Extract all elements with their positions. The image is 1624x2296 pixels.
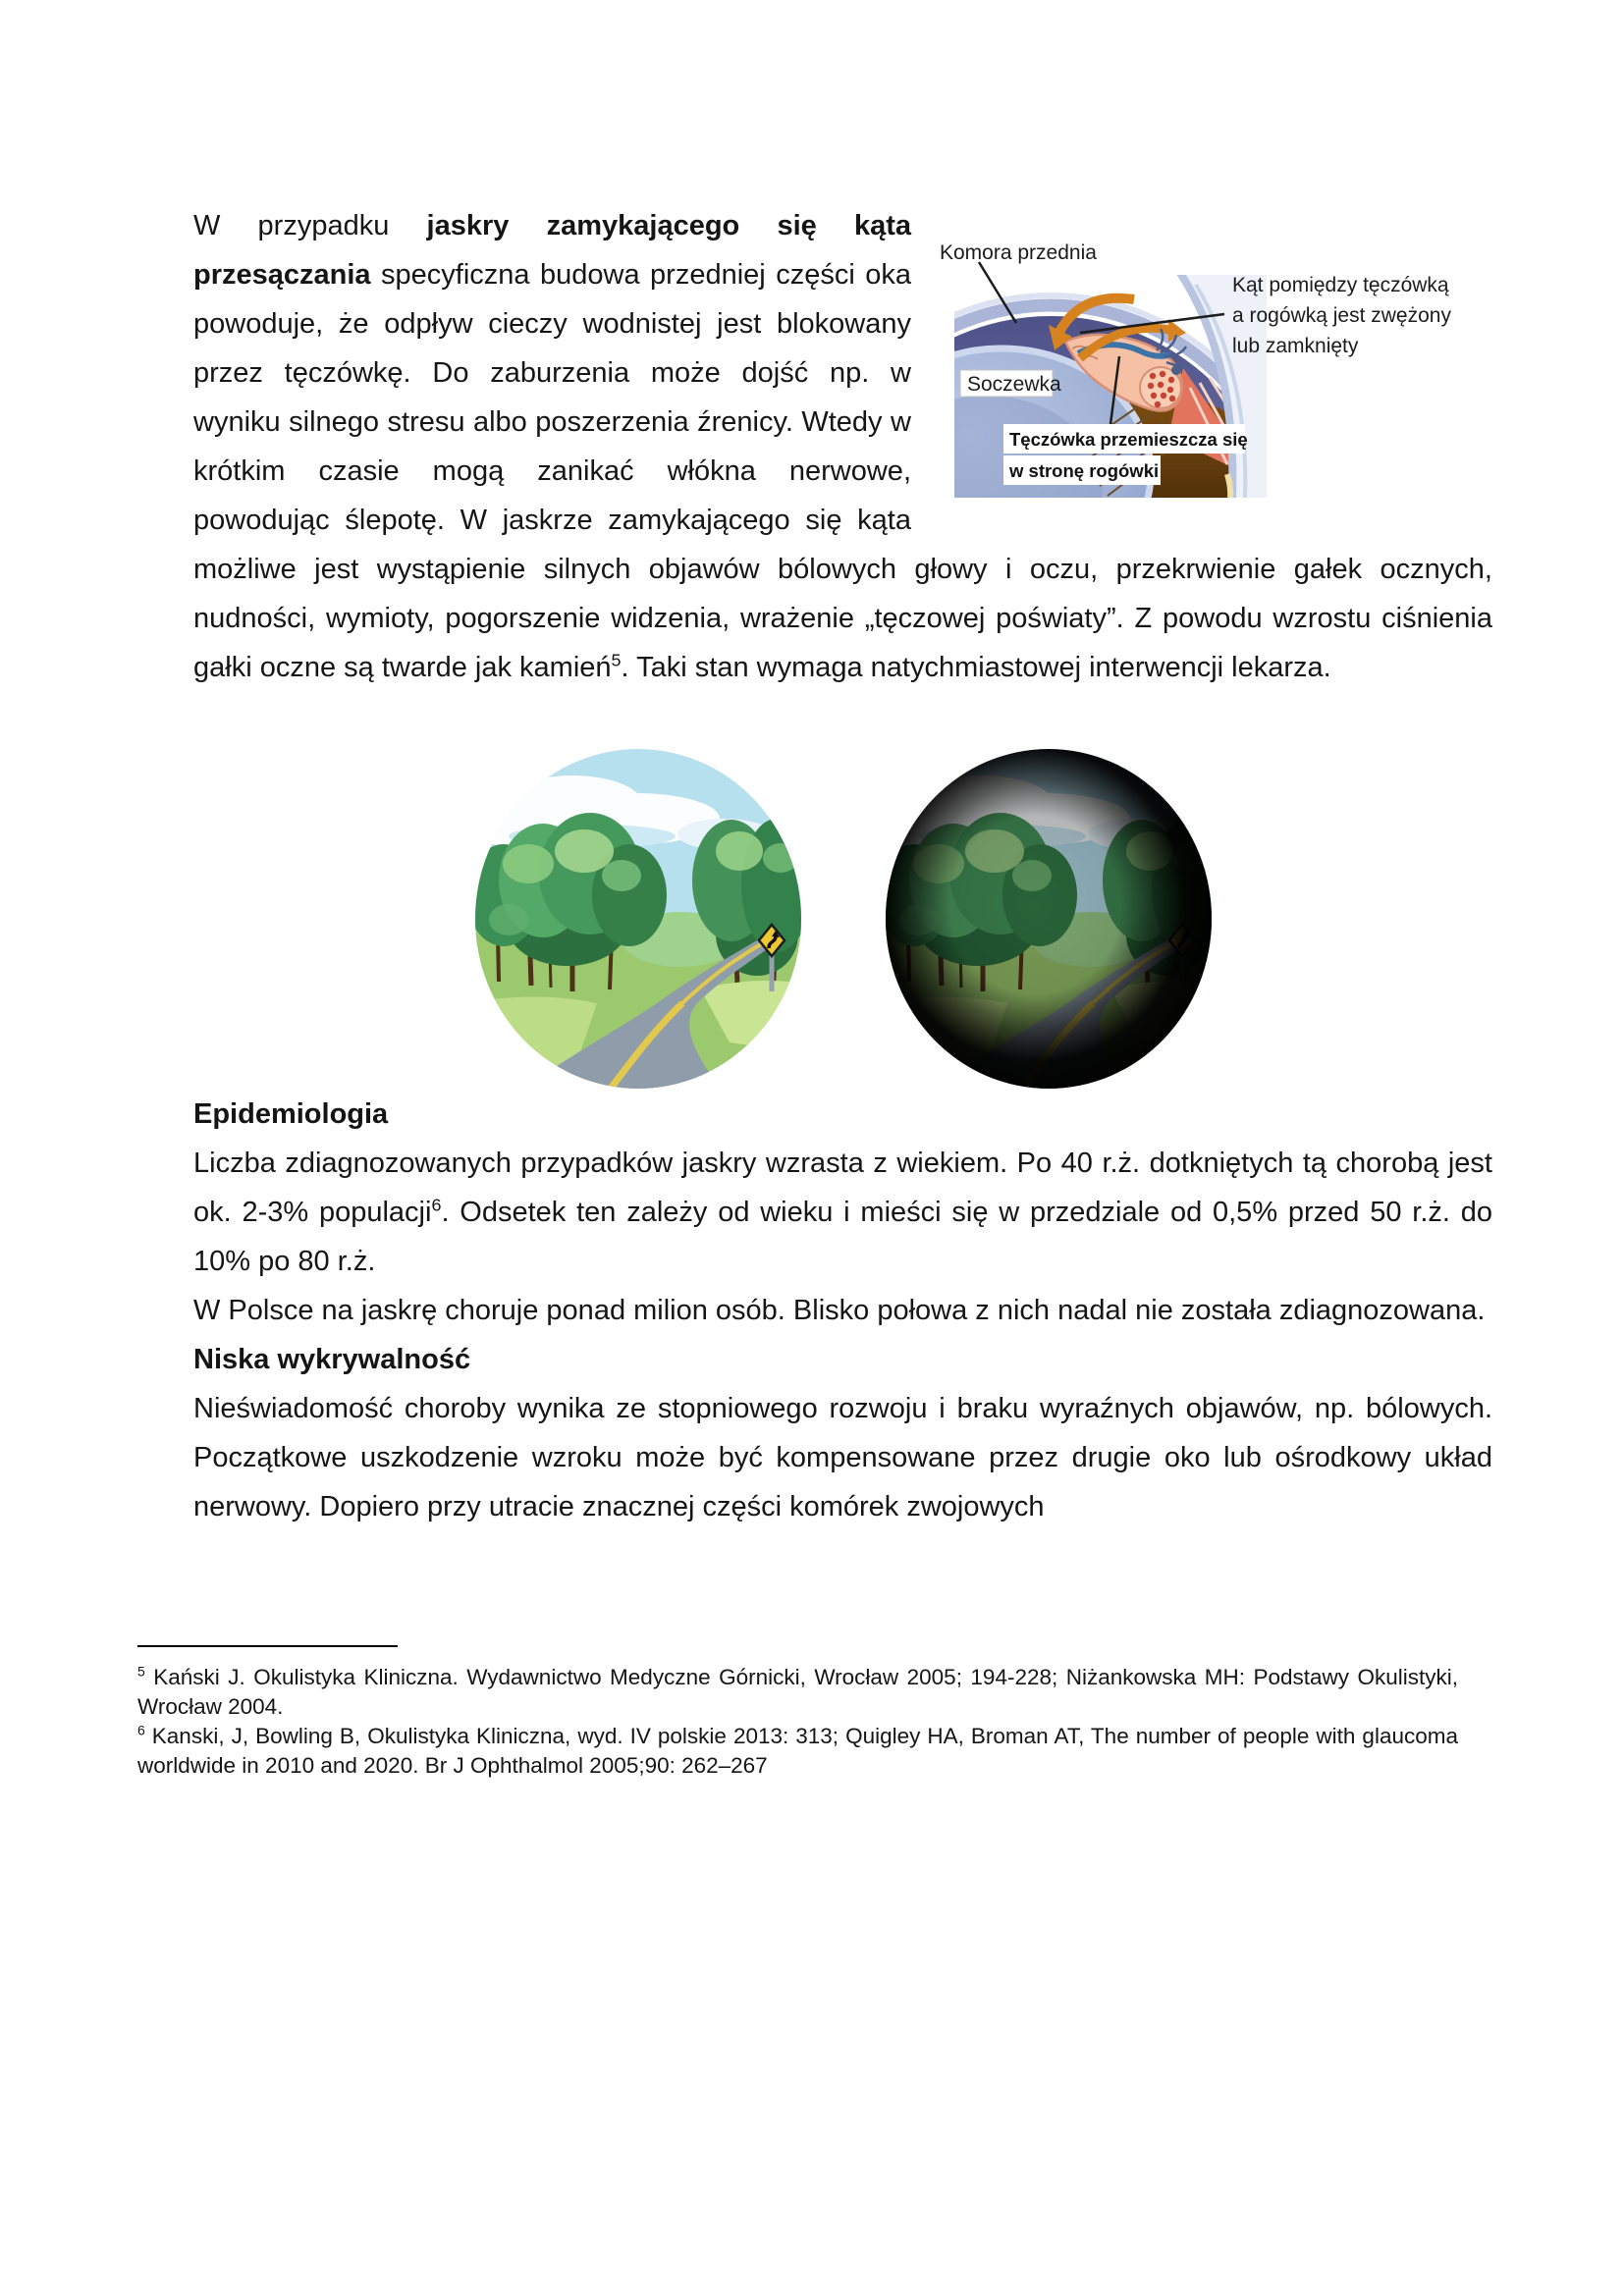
footnote-6-marker: 6 <box>137 1722 145 1738</box>
normal-vision-image <box>474 748 802 1090</box>
label-iris-line1: Tęczówka przemieszcza się <box>1009 429 1248 450</box>
paragraph-low-detection: Nieświadomość choroby wynika ze stopniowego rozwoju i braku wyraźnych objawów, np. bólowych. Początkowe uszkodzenie wzroku może być kompensowane przez drugie oko lub ośrodkowy układ nerwowy. Dopiero przy utracie znacznej części komórek zwojowych <box>193 1393 1492 1522</box>
label-angle-line1: Kąt pomiędzy tęczówką <box>1232 274 1449 296</box>
label-lens: Soczewka <box>967 373 1061 396</box>
eye-angle-closure-figure <box>933 240 1492 501</box>
vision-comparison-images <box>193 748 1492 1090</box>
paragraph-angle-closure-text: W przypadku jaskry zamykającego się kąta przesączania specyficzna budowa przedniej części oka powoduje, że odpływ cieczy wodnistej jest blokowany przez tęczówkę. Do zaburzenia może dojść np. w wyniku silnego stresu albo poszerzenia źrenicy. Wtedy w krótkim czasie mogą zanikać włókna nerwowe, powodując ślepotę. W jaskrze zamykającego się kąta możliwe jest wystąpienie silnych objawów bólowych głowy i oczu, przekrwienie gałek ocznych, nudności, wymioty, pogorszenie widzenia, wrażenie „tęczowej poświaty”. Z powodu wzrostu ciśnienia gałki oczne są twarde jak kamień$^5$. Taki stan wymaga natychmiastowej interwencji lekarza. <box>193 210 1492 683</box>
footnote-5-text: Kański J. Okulistyka Kliniczna. Wydawnictwo Medyczne Górnicki, Wrocław 2005; 194-228; Niżankowska MH: Podstawy Okulistyki, Wrocław 2004. <box>137 1665 1458 1719</box>
tunnel-vision-image <box>885 748 1213 1090</box>
footnote-6-text: Kanski, J, Bowling B, Okulistyka Kliniczna, wyd. IV polskie 2013: 313; Quigley HA, Broman AT, The number of people with glaucoma worldwide in 2010 and 2020. Br J Ophthalmol 2005;90: 262–267 <box>137 1724 1458 1778</box>
footnote-5-marker: 5 <box>137 1663 145 1680</box>
label-anterior-chamber: Komora przednia <box>940 241 1097 264</box>
heading-low-detection: Niska wykrywalność <box>193 1344 471 1375</box>
footnote-separator <box>137 1645 398 1647</box>
label-iris-line2: w stronę rogówki <box>1009 460 1160 481</box>
footnote-5 <box>137 1663 1458 1722</box>
paragraph-poland-statistics: W Polsce na jaskrę choruje ponad milion osób. Blisko połowa z nich nadal nie została zdiagnozowana. <box>193 1295 1486 1326</box>
tunnel-vignette <box>885 748 1213 1090</box>
label-angle-line2: a rogówką jest zwężony <box>1232 304 1451 327</box>
heading-epidemiology: Epidemiologia <box>193 1098 389 1130</box>
eye-diagram-svg <box>933 240 1492 501</box>
label-angle-line3: lub zamknięty <box>1232 335 1359 357</box>
paragraph-angle-closure <box>193 201 1492 692</box>
footnote-6 <box>137 1722 1458 1781</box>
footnotes <box>137 1663 1458 1781</box>
paragraph-epidemiology: Liczba zdiagnozowanych przypadków jaskry wzrasta z wiekiem. Po 40 r.ż. dotkniętych tą chorobą jest ok. 2-3% populacji$^6$. Odsetek ten zależy od wieku i mieści się w przedziale od 0,5% przed 50 r.ż. do 10% po 80 r.ż. <box>193 1148 1492 1277</box>
